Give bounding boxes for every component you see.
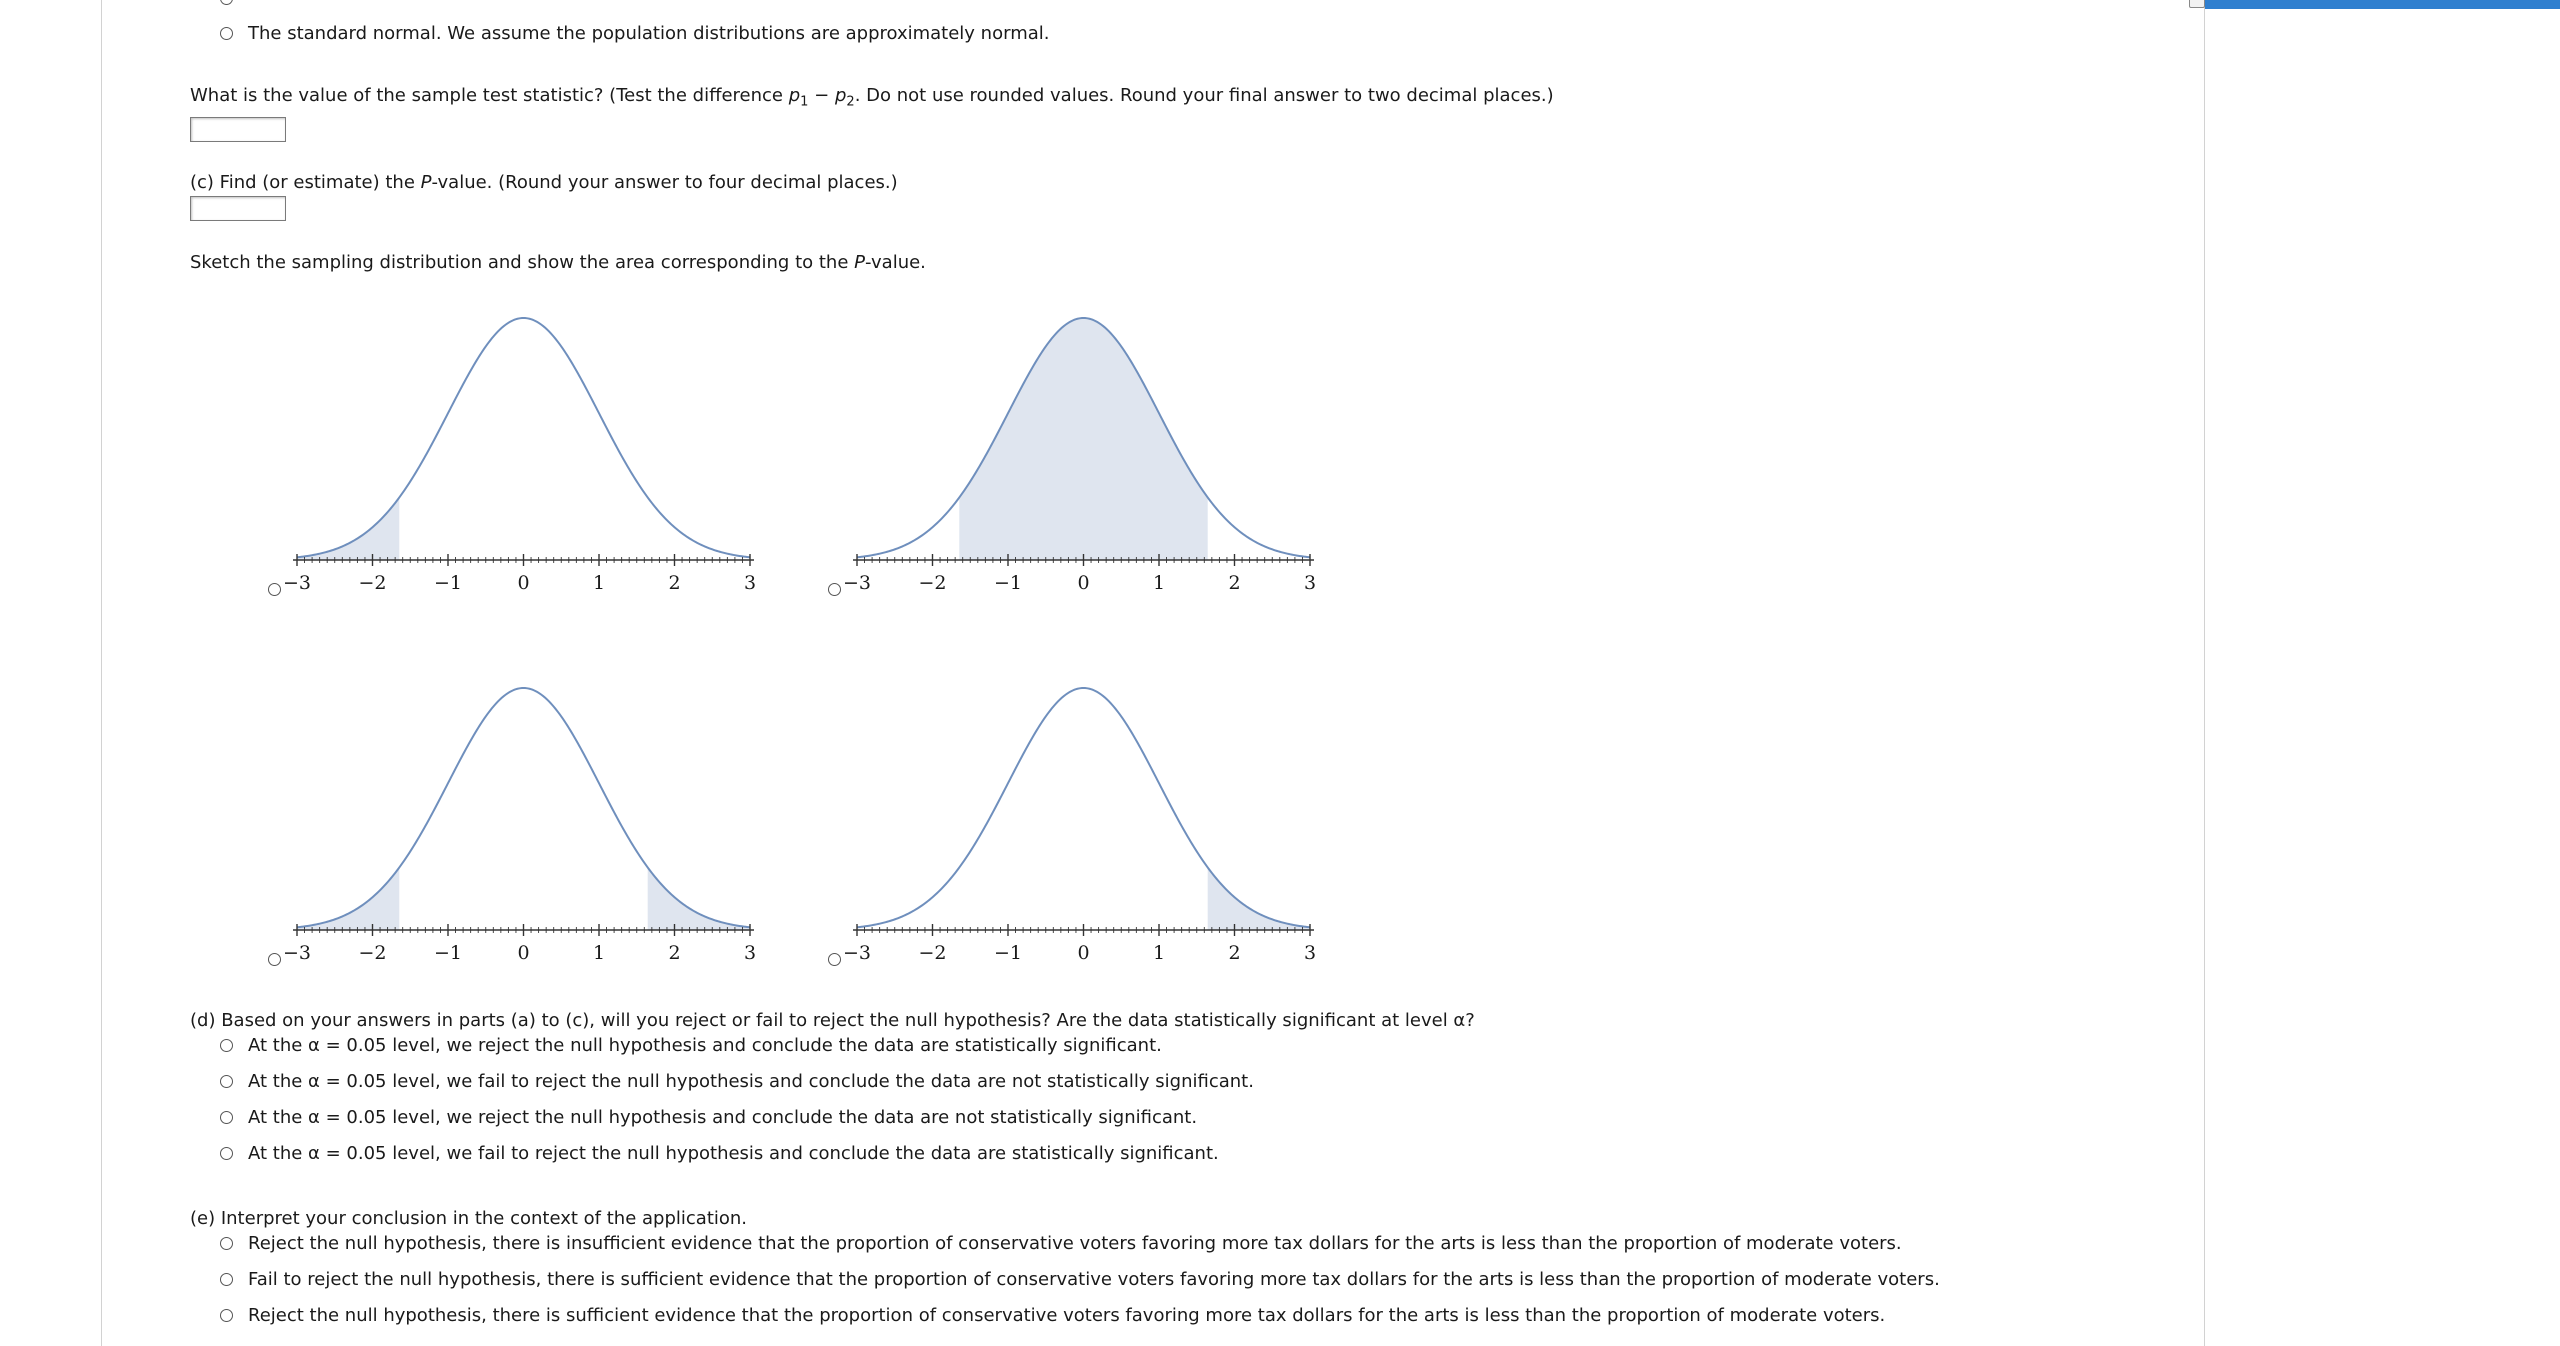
tick-label: −1 xyxy=(993,572,1023,594)
graph-option-right-tail xyxy=(820,650,1317,980)
tick-label: −1 xyxy=(993,942,1023,964)
shaded-area-2 xyxy=(648,867,750,930)
standard-normal-option-label: The standard normal. We assume the population distributions are approximately normal. xyxy=(248,23,1050,44)
right-border xyxy=(2204,0,2205,1346)
tick-label: 2 xyxy=(668,572,681,594)
tick-label: −1 xyxy=(433,942,463,964)
p-value-question: (c) Find (or estimate) the P-value. (Round your answer to four decimal places.) xyxy=(190,172,898,193)
tick-label: 0 xyxy=(1077,572,1090,594)
normal-curve xyxy=(297,318,750,557)
tick-label: −2 xyxy=(918,572,947,594)
tick-label: 2 xyxy=(1228,572,1241,594)
radio-graph-center[interactable] xyxy=(828,583,841,596)
radio-e-option-2[interactable] xyxy=(220,1273,233,1286)
e-option-2-label: Fail to reject the null hypothesis, there is sufficient evidence that the proportion of conservative voters favoring more tax dollars for the arts is less than the proportion of moderate voters. xyxy=(248,1269,1940,1290)
test-statistic-input[interactable] xyxy=(190,117,286,142)
tick-label: −2 xyxy=(358,942,387,964)
dropdown-arrow-icon[interactable] xyxy=(2189,0,2205,8)
tick-label: 1 xyxy=(592,572,606,594)
shaded-area-1 xyxy=(1208,867,1310,930)
tick-label: −2 xyxy=(918,942,947,964)
tick-label: −3 xyxy=(842,572,872,594)
tick-label: −2 xyxy=(358,572,387,594)
radio-e-option-3[interactable] xyxy=(220,1309,233,1322)
d-option-2-label: At the α = 0.05 level, we fail to reject the null hypothesis and conclude the data are not statistically significant. xyxy=(248,1071,1254,1092)
normal-curve xyxy=(857,688,1310,927)
normal-curve xyxy=(297,688,750,927)
tick-label: 2 xyxy=(668,942,681,964)
d-option-3-label: At the α = 0.05 level, we reject the null hypothesis and conclude the data are not statistically significant. xyxy=(248,1107,1198,1128)
tick-label: 0 xyxy=(517,942,530,964)
tick-label: 3 xyxy=(743,572,757,594)
tick-label: −3 xyxy=(282,572,312,594)
tick-label: −3 xyxy=(842,942,872,964)
d-option-4-label: At the α = 0.05 level, we fail to reject the null hypothesis and conclude the data are statistically significant. xyxy=(248,1143,1219,1164)
sketch-prompt: Sketch the sampling distribution and show the area corresponding to the P-value. xyxy=(190,252,926,273)
tick-label: −3 xyxy=(282,942,312,964)
radio-d-option-1[interactable] xyxy=(220,1039,233,1052)
tick-label: 3 xyxy=(1303,942,1317,964)
part-e-question: (e) Interpret your conclusion in the context of the application. xyxy=(190,1208,748,1229)
test-statistic-question: What is the value of the sample test statistic? (Test the difference $p_1 - p_2$. Do not use rounded values. Round your final answer to two decimal places.) xyxy=(190,85,1554,110)
shaded-area-1 xyxy=(297,867,399,930)
tick-label: 3 xyxy=(1303,572,1317,594)
tick-label: 0 xyxy=(1077,942,1090,964)
tick-label: 2 xyxy=(1228,942,1241,964)
tick-label: 1 xyxy=(1152,942,1166,964)
shaded-area-1 xyxy=(297,497,399,560)
radio-d-option-2[interactable] xyxy=(220,1075,233,1088)
left-border xyxy=(101,0,102,1346)
graph-option-two-tail xyxy=(260,650,757,980)
e-option-1-label: Reject the null hypothesis, there is insufficient evidence that the proportion of conservative voters favoring more tax dollars for the arts is less than the proportion of moderate voters. xyxy=(248,1233,1902,1254)
top-right-bar xyxy=(2205,0,2560,9)
graph-option-center xyxy=(820,280,1317,610)
d-option-1-label: At the α = 0.05 level, we reject the null hypothesis and conclude the data are statistically significant. xyxy=(248,1035,1162,1056)
tick-label: 1 xyxy=(592,942,606,964)
tick-label: −1 xyxy=(433,572,463,594)
tick-label: 1 xyxy=(1152,572,1166,594)
part-d-question: (d) Based on your answers in parts (a) to (c), will you reject or fail to reject the null hypothesis? Are the data statistically significant at level α? xyxy=(190,1010,1475,1031)
radio-graph-two-tail[interactable] xyxy=(268,953,281,966)
radio-graph-left-tail[interactable] xyxy=(268,583,281,596)
e-option-3-label: Reject the null hypothesis, there is sufficient evidence that the proportion of conservative voters favoring more tax dollars for the arts is less than the proportion of moderate voters. xyxy=(248,1305,1886,1326)
p-value-input[interactable] xyxy=(190,196,286,221)
radio-e-option-1[interactable] xyxy=(220,1237,233,1250)
radio-standard-normal-option[interactable] xyxy=(220,27,233,40)
shaded-area-1 xyxy=(959,318,1207,560)
radio-d-option-4[interactable] xyxy=(220,1147,233,1160)
graph-option-left-tail xyxy=(260,280,757,610)
tick-label: 3 xyxy=(743,942,757,964)
radio-graph-right-tail[interactable] xyxy=(828,953,841,966)
tick-label: 0 xyxy=(517,572,530,594)
radio-d-option-3[interactable] xyxy=(220,1111,233,1124)
radio-student-t-option[interactable] xyxy=(220,0,233,5)
